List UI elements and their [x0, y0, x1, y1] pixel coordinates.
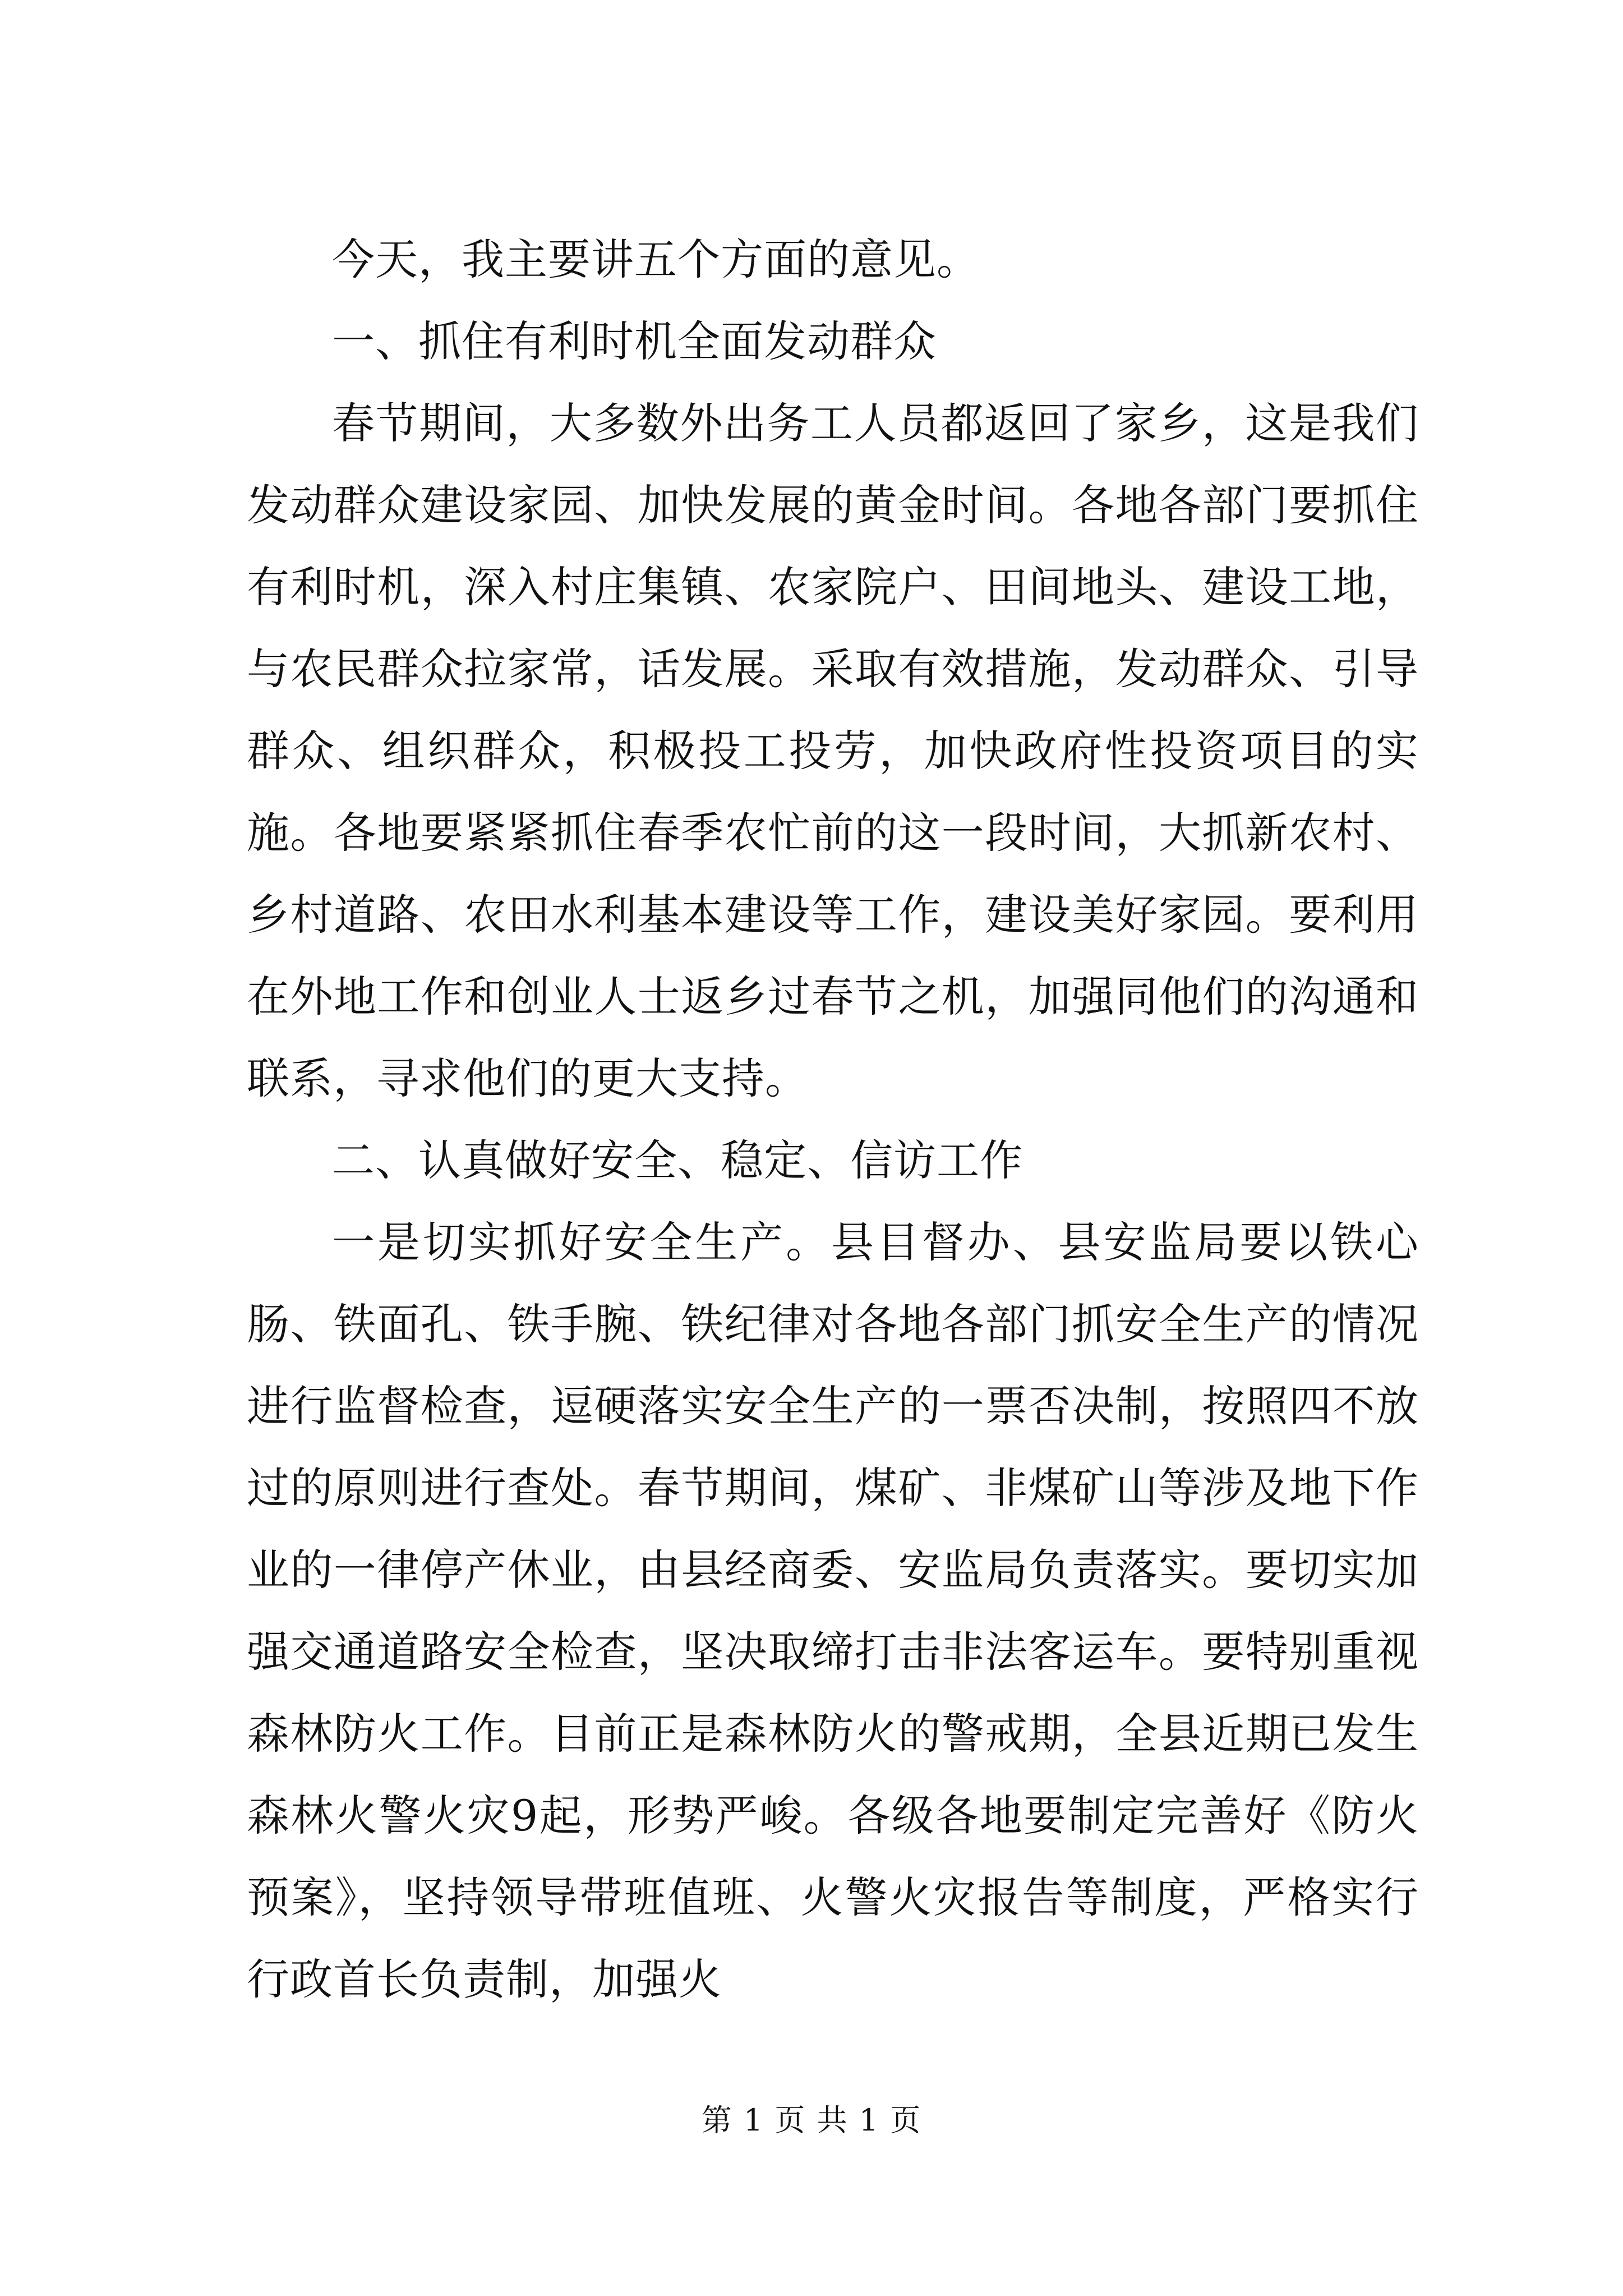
section-heading-1: 一、抓住有利时机全面发动群众: [332, 316, 937, 366]
section-1-paragraph: 春节期间，大多数外出务工人员都返回了家乡，这是我们发动群众建设家园、加快发展的黄金时间。各地各部门要抓住有利时机，深入村庄集镇、农家院户、田间地头、建设工地，与农民群众拉家常，话发展。采取有效措施，发动群众、引导群众、组织群众，积极投工投劳，加快政府性投资项目的实施。各地要紧紧抓住春季农忙前的这一段时间，大抓新农村、乡村道路、农田水利基本建设等工作，建设美好家园。要利用在外地工作和创业人士返乡过春节之机，加强同他们的沟通和联系，寻求他们的更大支持。: [247, 398, 1419, 1103]
section-2-paragraph: 一是切实抓好安全生产。县目督办、县安监局要以铁心肠、铁面孔、铁手腕、铁纪律对各地各部门抓安全生产的情况进行监督检查，逗硬落实安全生产的一票否决制，按照四不放过的原则进行查处。春节期间，煤矿、非煤矿山等涉及地下作业的一律停产休业，由县经商委、安监局负责落实。要切实加强交通道路安全检查，坚决取缔打击非法客运车。要特别重视森林防火工作。目前正是森林防火的警戒期，全县近期已发生森林火警火灾9起，形势严峻。各级各地要制定完善好《防火预案》，坚持领导带班值班、火警火灾报告等制度，严格实行行政首长负责制，加强火: [247, 1217, 1419, 2004]
page-footer: 第 1 页 共 1 页: [701, 2102, 922, 2138]
intro-paragraph: 今天，我主要讲五个方面的意见。: [332, 234, 980, 284]
document-body: [247, 219, 1419, 2021]
section-heading-2: 二、认真做好安全、稳定、信访工作: [332, 1135, 1023, 1185]
